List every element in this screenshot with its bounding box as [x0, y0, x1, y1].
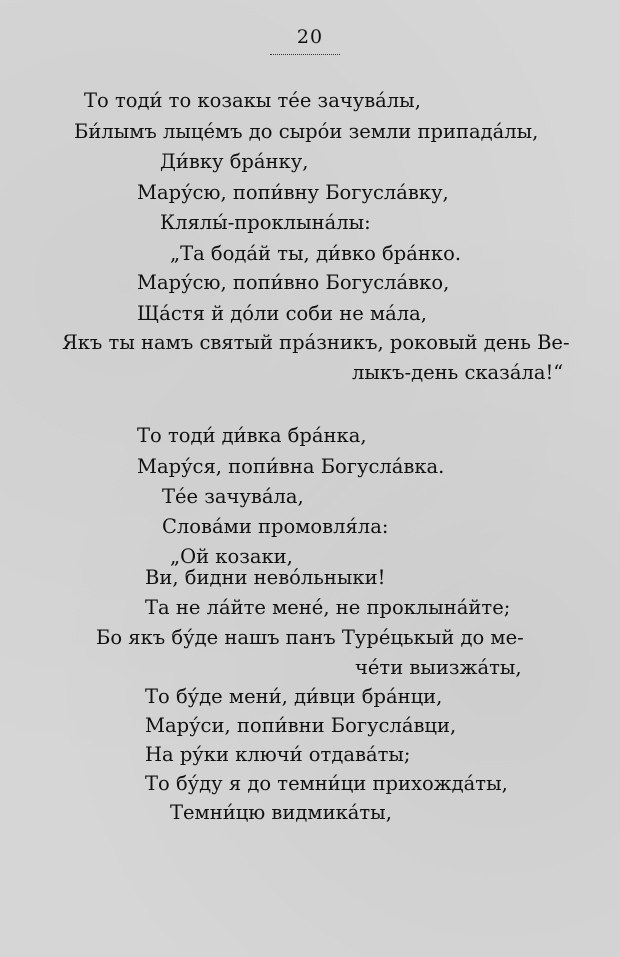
poem-line: Та не ла́йте менé, не проклына́йте; — [145, 596, 511, 619]
poem-line: Темни́цю видмика́ты, — [170, 801, 392, 824]
poem-line: Ви, бидни невóльныки! — [145, 566, 386, 589]
poem-line: То тоди́ то козакы тée зачува́лы, — [84, 89, 421, 112]
poem-line: Слова́ми промовля́ла: — [162, 515, 389, 538]
poem-line: То тоди́ ди́вка бра́нка, — [137, 424, 367, 447]
poem-line: Ди́вку бра́нку, — [160, 150, 309, 173]
poem-line: Бо якъ бу́де нашъ панъ Турéцькый до ме- — [96, 626, 524, 649]
poem-line: лыкъ-день сказáла!“ — [352, 361, 564, 384]
page-number: 20 — [296, 26, 324, 48]
page-number-rule — [270, 54, 340, 55]
poem-line: чéти выизжáты, — [355, 656, 522, 679]
poem-line: „Та бода́й ты, ди́вко бра́нко. — [170, 242, 462, 265]
poem-line: Тée зачува́ла, — [162, 485, 304, 508]
poem-line: Мару́сю, попи́вну Богусла́вку, — [137, 181, 449, 204]
poem-line: То бу́де мени́, ди́вци бра́нци, — [145, 685, 443, 708]
poem-line: Мару́си, попи́вни Богусла́вци, — [145, 714, 457, 737]
poem-line: Щáстя й дóли соби не мáла, — [137, 302, 427, 325]
poem-line: Би́лымъ лыцéмъ до сырóи земли припада́лы, — [74, 120, 539, 143]
poem-line: На ру́ки ключи́ отдава́ты; — [145, 743, 411, 766]
poem-line: То бу́ду я до темни́ци прихожда́ты, — [145, 772, 508, 795]
poem-line: Клялы́-проклына́лы: — [160, 211, 371, 234]
poem-line: Мару́сю, попи́вно Богусла́вко, — [137, 271, 450, 294]
poem-line: Мару́ся, попи́вна Богусла́вка. — [137, 455, 445, 478]
poem-line: Якъ ты намъ святый прáзникъ, роковый день Ве- — [62, 331, 570, 354]
poem-line: „Ой козаки, — [170, 545, 293, 568]
